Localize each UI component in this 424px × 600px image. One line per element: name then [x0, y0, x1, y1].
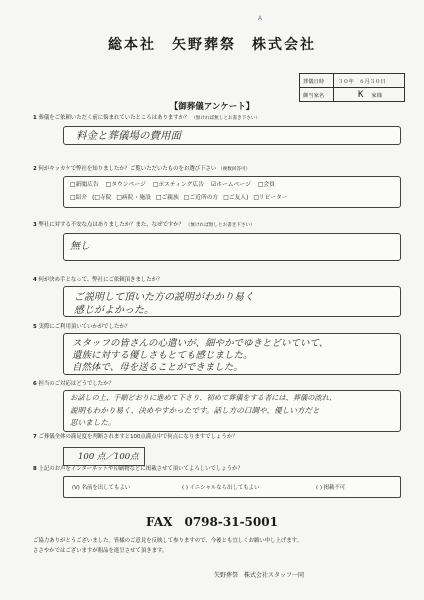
thanks-message	[33, 536, 302, 556]
question-7: 7 ご葬儀全体の満足度を判断されますと100点満点中で何点になりますでしょうか？	[33, 434, 238, 440]
answer-box-8	[63, 476, 401, 498]
option-townpage[interactable]: □タウンページ	[105, 182, 146, 188]
score-text: 100 点／100点	[78, 452, 139, 462]
option-posting[interactable]: □ポスティング広告	[152, 182, 204, 188]
answer-box-4	[63, 286, 401, 317]
options-row-2	[70, 193, 288, 204]
family-suffix: 家様	[371, 92, 383, 99]
date-row	[300, 74, 404, 88]
survey-title: 【御葬儀アンケート】	[169, 102, 255, 112]
question-2: 2 何がキッカケで弊社を知りましたか？ご覧いただいたものをお選び下さい （複数回答可）	[33, 166, 251, 172]
publish-not-allowed[interactable]: ( ) 掲載不可	[316, 485, 346, 491]
answer-1-text: 料金と葬儀場の費用面	[76, 130, 181, 142]
fax-number: FAX 0798-31-5001	[146, 515, 278, 529]
publish-name-ok[interactable]: (V) 名前を出してもよい	[72, 485, 131, 491]
option-homepage[interactable]: ☑ホームページ	[211, 182, 251, 188]
answer-3-text: 無し	[70, 241, 90, 252]
answer-6-line-2: 説明もわかり易く、決めやすかったです。話し方の口調や、優しい方だと	[70, 406, 320, 415]
answer-box-1	[63, 126, 401, 145]
answer-5-line-2: 遺族に対する優しさもとても感じました。	[72, 350, 253, 361]
answer-box-5	[63, 333, 401, 375]
answer-box-3	[63, 233, 401, 261]
family-initial: K	[358, 89, 364, 100]
options-row-1	[70, 180, 275, 191]
corner-mark: A	[258, 15, 263, 22]
answer-box-6	[63, 390, 401, 432]
option-newspaper[interactable]: □新聞広告	[70, 182, 99, 188]
thanks-line-2: ささやかではございますが粗品を進呈させて頂きます。	[33, 548, 168, 554]
option-temple[interactable]: (□寺院	[92, 195, 112, 201]
answer-6-line-3: 思いました。	[70, 418, 116, 427]
company-title: 総本社 矢野葬祭 株式会社	[108, 37, 316, 53]
question-6: 6 担当のご対応はどうでしたか？	[33, 381, 114, 387]
answer-5-line-3: 自然体で、母を送ることができました。	[72, 362, 243, 373]
date-value: ３０年 ６月３０日	[338, 78, 386, 85]
option-repeater[interactable]: □リピーター	[253, 195, 288, 201]
option-relatives[interactable]: □ご親族	[155, 195, 179, 201]
answer-4-line-1: ご説明して頂いた方の説明がわかり易く	[74, 292, 254, 303]
answer-box-2	[63, 176, 401, 208]
score-box	[63, 447, 145, 466]
question-4: 4 何が決め手となって、弊社にご依頼頂きましたか？	[33, 277, 163, 283]
date-label: 葬儀日時	[300, 74, 334, 87]
question-8: 8 上記のお声をインターネットや印刷物などに掲載させて頂いてよろしいでしょうか？	[33, 466, 243, 472]
question-3: 3 弊社に対する不安な点はありましたか？また、なぜですか？ （無ければ無しとお書き下さい）	[33, 222, 255, 228]
option-referral[interactable]: □紹介	[70, 195, 88, 201]
option-hospital[interactable]: □病院・施設	[116, 195, 151, 201]
publish-initial-ok[interactable]: ( ) イニシャルなら出してもよい	[182, 485, 260, 491]
family-label: 御当家名	[300, 88, 334, 101]
answer-4-line-2: 感じがよかった。	[74, 305, 154, 316]
question-5: 5 実際にご利用頂いていかがでしたか？	[33, 324, 131, 330]
footer-signature: 矢野葬祭 株式会社スタッフ一同	[214, 572, 305, 579]
option-neighbors[interactable]: □ご近所の方	[183, 195, 219, 201]
info-box	[299, 73, 405, 102]
answer-5-line-1: スタッフの皆さんの心遣いが、細やかでゆきとどいていて、	[72, 338, 329, 349]
thanks-line-1: ご協力ありがとうございました。皆様のご意見を反映して参りますので、今後とも宜しくお願い申し上げます。	[33, 538, 302, 544]
question-1: 1 葬儀をご依頼いただく前に悩まれていたところはありますか？ （無ければ無しとお書き下さい）	[33, 115, 261, 121]
option-member[interactable]: □会員	[257, 182, 275, 188]
answer-6-line-1: お話しの上、手順どおりに進めて下さり、初めて葬儀をする者には、葬儀の流れ、	[70, 393, 337, 402]
option-friends[interactable]: □ご友人)	[223, 195, 249, 201]
